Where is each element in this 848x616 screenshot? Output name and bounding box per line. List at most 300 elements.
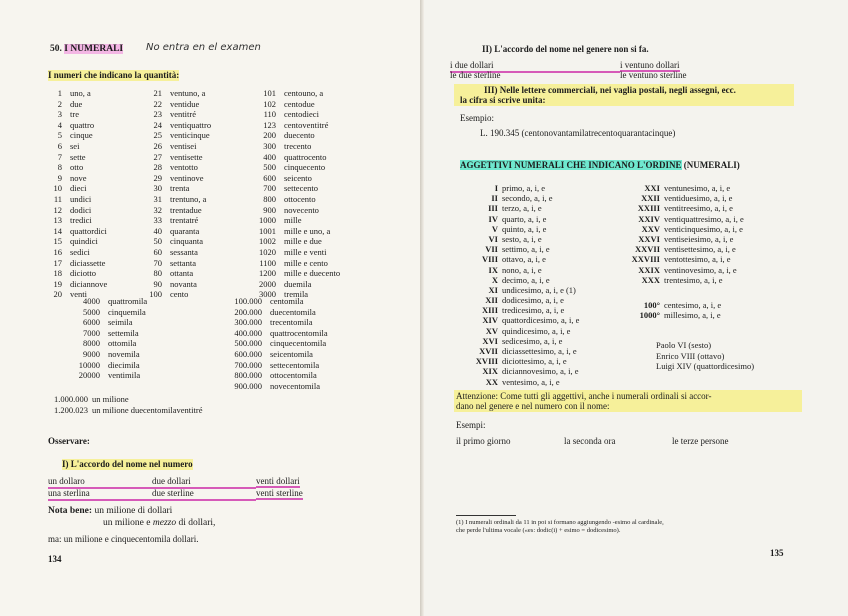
numeral-word: ventuno, a: [170, 88, 206, 98]
roman-numeral: XXI: [644, 183, 660, 193]
ordinal-row: [468, 234, 579, 244]
ordinal-word: ventiduesimo, a, i, e: [664, 193, 733, 204]
nota-line-2-post: di dollari,: [176, 518, 216, 528]
example-3: le terze persone: [672, 436, 729, 446]
numeral-word: ventitré: [170, 109, 196, 120]
roman-numeral: XII: [485, 295, 498, 306]
rule2-title: II) L'accordo del nome nel genere non si fa.: [482, 44, 649, 54]
numeral-word: cinquemila: [108, 306, 146, 317]
numeral: 7000: [83, 327, 100, 338]
number-row: [146, 194, 211, 205]
roman-numeral: XV: [485, 325, 498, 336]
quantity-subtitle: I numeri che indicano la quantità:: [48, 70, 180, 80]
numeral-word: otto: [70, 162, 84, 173]
numeral-word: diecimila: [108, 359, 140, 370]
roman-numeral: II: [491, 193, 498, 204]
roman-numeral: 1000°: [639, 310, 660, 321]
example-2: la seconda ora: [564, 436, 616, 446]
ordinal-row: [620, 310, 721, 320]
ordinal-word: tredicesimo, a, i, e: [502, 305, 565, 316]
numeral: 500: [263, 162, 276, 173]
ordinal-word: primo, a, i, e: [502, 183, 545, 193]
numeral: 16: [53, 246, 62, 257]
number-row: [72, 338, 147, 349]
example-value: L. 190.345 (centonovantamilatrecentoquarantacinque): [480, 128, 676, 138]
numeral: 24: [153, 119, 162, 130]
number-row: [72, 307, 147, 318]
numeral: 300: [263, 140, 276, 151]
ordinal-row: [468, 346, 579, 356]
numeral: 11: [53, 193, 62, 204]
footnote-rule: [456, 515, 516, 516]
numeral: 80: [153, 268, 162, 279]
numeral-word: duecentomila: [270, 306, 316, 317]
ordinal-word: ventitreesimo, a, i, e: [664, 203, 733, 214]
attention-line-2: dano nel genere e nel numero con il nome:: [456, 401, 610, 411]
ordinal-row: [468, 366, 579, 376]
roman-numeral: XIV: [482, 315, 498, 326]
roman-numeral: V: [491, 223, 498, 234]
nota-line-3: ma: un milione e cinquecentomila dollari.: [48, 534, 199, 544]
numeral-word: settanta: [170, 257, 196, 268]
roman-numeral: XVII: [479, 346, 498, 356]
ordinal-word: millesimo, a, i, e: [664, 310, 721, 321]
numeral-word: ottanta: [170, 268, 194, 279]
example-singular: un dollaro: [48, 476, 152, 489]
numeral-word: cinquecento: [284, 162, 326, 173]
numeral: 33: [153, 215, 162, 226]
numeral-word: ventisei: [170, 140, 197, 151]
observe-label: Osservare:: [48, 436, 90, 446]
rule1-title: I) L'accordo del nome nel numero: [62, 459, 193, 469]
ordinal-word: trentesimo, a, i, e: [664, 274, 723, 285]
number-row: [146, 109, 211, 120]
number-row: [146, 258, 211, 269]
nota-bene-line-1: [48, 506, 172, 517]
ordinal-word: venticinquesimo, a, i, e: [664, 223, 743, 234]
numeral: 4: [57, 119, 62, 130]
number-row: [48, 247, 107, 258]
example-label: Esempio:: [460, 113, 494, 123]
numeral-word: ottomila: [108, 338, 137, 349]
numeral-word: novanta: [170, 278, 197, 289]
footnote-line-1: (1) I numerali ordinali da 11 in poi si formano aggiungendo -esimo al cardinale,: [456, 519, 664, 526]
ordinal-word: quindicesimo, a, i, e: [502, 325, 571, 336]
numeral-word: tre: [70, 109, 79, 120]
ordinal-row: [620, 300, 721, 310]
numeral-word: cinquanta: [170, 236, 204, 247]
roman-numeral: 100°: [643, 300, 660, 310]
numeral-word: settecento: [284, 183, 318, 194]
ordinal-word: quinto, a, i, e: [502, 223, 547, 234]
numeral: 7: [57, 151, 62, 162]
ordinal-row: [468, 377, 579, 387]
numeral: 1001: [259, 225, 276, 236]
ordinal-word: ventottesimo, a, i, e: [664, 254, 731, 265]
numeral: 1.200.023: [54, 404, 88, 415]
numeral: 110: [263, 109, 276, 120]
number-row: [48, 88, 107, 99]
roman-numeral: IV: [488, 213, 498, 224]
numeral-word: ventimila: [108, 370, 141, 381]
numeral: 100: [149, 289, 162, 300]
ordinal-heading-suffix: (NUMERALI): [683, 160, 740, 170]
roman-numeral: I: [494, 183, 498, 193]
ordinal-word: ottavo, a, i, e: [502, 254, 546, 265]
numeral-word: trentatré: [170, 215, 199, 226]
ordinal-word: decimo, a, i, e: [502, 274, 550, 285]
number-row: [48, 194, 107, 205]
footnote-line-2: che perde l'ultima vocale («es: dodic(i) + esimo = dodicesimo).: [456, 527, 621, 534]
numeral: 20000: [78, 370, 100, 381]
number-row: [72, 370, 147, 381]
numeral: 27: [153, 151, 162, 162]
ordinal-row: [468, 275, 579, 285]
numeral-word: duecento: [284, 130, 315, 141]
ordinal-row: [620, 244, 744, 254]
page-number-left: 134: [48, 554, 62, 564]
numeral-word: novemila: [108, 348, 140, 359]
numeral: 400: [263, 151, 276, 162]
ordinal-name: Enrico VIII (ottavo): [656, 350, 725, 361]
attention-line-1: Attenzione: Come tutti gli aggettivi, anche i numerali ordinali si accor-: [456, 391, 712, 401]
roman-numeral: XX: [485, 376, 498, 387]
nota-line-1: un milione di dollari: [94, 506, 173, 516]
numeral-word: quattrocento: [284, 151, 327, 162]
numeral-word: mille e duecento: [284, 268, 341, 279]
ordinal-row: [468, 295, 579, 305]
numeral: 13: [53, 215, 62, 226]
number-row: [254, 279, 340, 290]
number-row: [146, 173, 211, 184]
ordinal-row: [468, 183, 579, 193]
numeral-word: sette: [70, 151, 86, 162]
ordinal-word: ventiquattresimo, a, i, e: [664, 213, 744, 224]
ordinal-heading-text: AGGETTIVI NUMERALI CHE INDICANO L'ORDINE: [460, 160, 682, 170]
number-row: [254, 88, 340, 99]
example-plural-20: venti dollari: [256, 476, 300, 486]
nota-line-2-pre: un milione e: [103, 518, 153, 528]
number-row: [254, 162, 340, 173]
number-row: [48, 226, 107, 237]
millions-list: [48, 394, 202, 415]
number-row: [146, 88, 211, 99]
numeral-word: trentuno, a: [170, 193, 207, 204]
numeral-word: ottocentomila: [270, 370, 317, 381]
numeral-word: trentadue: [170, 204, 202, 215]
thousands-col-1: [72, 296, 147, 381]
numeral-word: tredici: [70, 215, 92, 226]
numeral: 800: [263, 193, 276, 204]
numeral: 600.000: [234, 348, 262, 359]
ordinals-col-2-extra: [620, 300, 721, 320]
number-row: [48, 279, 107, 290]
numeral: 200.000: [234, 306, 262, 317]
examples-values: [456, 436, 728, 447]
number-row: [254, 236, 340, 247]
roman-numeral: X: [491, 274, 498, 285]
example-singular: una sterlina: [48, 488, 152, 501]
number-row: [48, 268, 107, 279]
numeral-word: sedici: [70, 246, 90, 257]
numeral: 400.000: [234, 327, 262, 338]
number-row: [146, 205, 211, 216]
numeral: 3: [57, 109, 62, 120]
roman-numeral: XXIX: [638, 264, 660, 275]
numeral-word: settecentomila: [270, 359, 320, 370]
numeral: 90: [153, 278, 162, 289]
number-row: [146, 289, 211, 300]
numeral: 8: [57, 162, 62, 173]
numeral: 2: [57, 98, 62, 109]
number-row: [72, 317, 147, 328]
numeral-word: un milione duecentomilaventitré: [92, 404, 203, 415]
numeral-word: quindici: [70, 236, 98, 247]
ordinal-word: diciannovesimo, a, i, e: [502, 366, 579, 377]
roman-numeral: XXX: [641, 274, 660, 285]
ordinal-word: nono, a, i, e: [502, 264, 542, 275]
example-plural-2: due dollari: [152, 476, 256, 489]
number-row: [226, 328, 328, 339]
numeral-word: quattordici: [70, 225, 107, 236]
numeral-word: seicento: [284, 172, 312, 183]
number-row: [254, 120, 340, 131]
number-row: [48, 141, 107, 152]
numeral: 20: [53, 289, 62, 300]
numeral: 600: [263, 172, 276, 183]
roman-numeral: XXIV: [638, 213, 660, 224]
ordinal-word: diciottesimo, a, i, e: [502, 356, 567, 367]
ordinals-col-2: [620, 183, 744, 285]
numeral-word: novecento: [284, 204, 319, 215]
number-row: [226, 381, 328, 392]
number-row: [48, 109, 107, 120]
number-row: [146, 120, 211, 131]
rule3-text-line-1: III) Nelle lettere commerciali, nei vaglia postali, negli assegni, ecc.: [484, 85, 736, 95]
numeral: 29: [153, 172, 162, 183]
number-row: [48, 120, 107, 131]
number-row: [254, 130, 340, 141]
number-row: [72, 360, 147, 371]
number-row: [254, 152, 340, 163]
number-row: [48, 99, 107, 110]
numeral-word: venti: [70, 289, 87, 300]
page-number-right: 135: [770, 548, 784, 558]
ordinal-word: sesto, a, i, e: [502, 233, 542, 244]
numeral: 12: [53, 204, 62, 215]
nota-line-2-italic: mezzo: [152, 518, 177, 528]
numeral-word: mille e due: [284, 236, 322, 247]
number-row: [254, 99, 340, 110]
number-row: [226, 296, 328, 307]
numeral: 1020: [259, 246, 276, 257]
roman-numeral: XXII: [641, 193, 660, 204]
ordinal-row: [468, 193, 579, 203]
numeral: 1: [57, 88, 62, 98]
roman-numeral: XVIII: [475, 356, 498, 367]
numeral-word: quaranta: [170, 225, 200, 236]
numeral: 15: [53, 236, 62, 247]
ordinal-word: quattordicesimo, a, i, e: [502, 315, 580, 326]
numeral: 3000: [259, 289, 276, 300]
numeral: 28: [153, 162, 162, 173]
ordinal-word: ventisettesimo, a, i, e: [664, 244, 736, 255]
ordinal-word: secondo, a, i, e: [502, 193, 553, 204]
number-row: [48, 173, 107, 184]
numeral: 101: [263, 88, 276, 98]
ordinal-word: terzo, a, i, e: [502, 203, 542, 214]
numeral-word: quattromila: [108, 296, 148, 306]
numeral: 1200: [259, 268, 276, 279]
ordinal-row: [620, 275, 744, 285]
numeral: 8000: [83, 338, 100, 349]
numeral-word: due: [70, 98, 83, 109]
number-row: [48, 215, 107, 226]
numeral: 5000: [83, 306, 100, 317]
number-row: [146, 162, 211, 173]
numeral: 40: [153, 225, 162, 236]
numeral-word: diciotto: [70, 268, 96, 279]
numeral: 300.000: [234, 317, 262, 328]
numeral-word: diciassette: [70, 257, 106, 268]
roman-numeral: XVI: [482, 335, 498, 346]
ordinal-names: [656, 340, 754, 372]
numeral: 1000: [259, 215, 276, 226]
numeral: 26: [153, 140, 162, 151]
roman-numeral: XI: [488, 284, 498, 295]
numeral: 17: [53, 257, 62, 268]
ordinals-col-1: [468, 183, 579, 387]
numeral-word: centouno, a: [284, 88, 324, 98]
numeral: 18: [53, 268, 62, 279]
roman-numeral: XXVIII: [631, 254, 660, 265]
numeral-word: dieci: [70, 183, 87, 194]
numeral: 5: [57, 130, 62, 141]
numeral-word: sessanta: [170, 246, 198, 257]
numeral-word: cento: [170, 289, 189, 300]
numeral-word: centomila: [270, 296, 304, 306]
number-row: [48, 130, 107, 141]
example-a: le due sterline: [450, 70, 501, 80]
ordinal-name: Paolo VI (sesto): [656, 340, 712, 350]
number-row: [48, 152, 107, 163]
ordinal-row: [468, 326, 579, 336]
ordinal-row: [620, 265, 744, 275]
ordinal-word: ventinovesimo, a, i, e: [664, 264, 737, 275]
numeral-word: venticinque: [170, 130, 210, 141]
ordinal-word: quarto, a, i, e: [502, 213, 547, 224]
number-row: [226, 370, 328, 381]
ordinal-name: Luigi XIV (quattordicesimo): [656, 361, 755, 372]
ordinal-row: [620, 254, 744, 264]
number-row: [226, 317, 328, 328]
number-row: [254, 258, 340, 269]
number-row: [72, 296, 147, 307]
example-1: il primo giorno: [456, 436, 511, 446]
numeral-word: mille: [284, 215, 302, 226]
numeral: 4000: [83, 296, 100, 306]
number-row: [226, 360, 328, 371]
number-row: [226, 338, 328, 349]
number-row: [48, 162, 107, 173]
numeral-word: sei: [70, 140, 80, 151]
ordinal-row: [468, 285, 579, 295]
examples-label: Esempi:: [456, 420, 486, 430]
ordinal-word: diciassettesimo, a, i, e: [502, 346, 577, 356]
ordinal-word: centesimo, a, i, e: [664, 300, 722, 310]
ordinal-row: [468, 254, 579, 264]
example-b: i ventuno dollari: [620, 60, 680, 70]
numeral-word: seicentomila: [270, 348, 313, 359]
numeral: 9: [57, 172, 62, 183]
numeral-word: seimila: [108, 317, 133, 328]
number-row: [146, 247, 211, 258]
numeral: 14: [53, 225, 62, 236]
numeral-word: uno, a: [70, 88, 91, 98]
ordinal-row: [620, 214, 744, 224]
numeral: 60: [153, 246, 162, 257]
thousands-col-2: [226, 296, 328, 391]
ordinal-row: [620, 183, 744, 193]
number-row: [146, 141, 211, 152]
numeral-word: trenta: [170, 183, 190, 194]
section-header: [50, 44, 123, 55]
cardinals-col-2: [146, 88, 211, 300]
numeral: 900.000: [234, 380, 262, 391]
numeral: 500.000: [234, 338, 262, 349]
number-row: [146, 130, 211, 141]
number-row: [254, 215, 340, 226]
roman-numeral: III: [488, 203, 498, 214]
number-row: [254, 226, 340, 237]
numeral: 123: [263, 119, 276, 130]
ordinal-row: [468, 356, 579, 366]
number-row: [146, 268, 211, 279]
roman-numeral: VIII: [481, 254, 498, 265]
ordinal-word: ventesimo, a, i, e: [502, 376, 560, 387]
numeral-word: quattro: [70, 119, 95, 130]
roman-numeral: XXV: [641, 223, 660, 234]
numeral: 70: [153, 257, 162, 268]
example-plural-20: venti sterline: [256, 488, 303, 498]
numeral: 2000: [259, 278, 276, 289]
numeral-word: trecento: [284, 140, 312, 151]
numeral-word: ventisette: [170, 151, 203, 162]
numeral-word: quattrocentomila: [270, 327, 328, 338]
rule1-example-row-2: [48, 488, 303, 501]
ordinal-row: [620, 203, 744, 213]
numeral-word: mille e cento: [284, 257, 328, 268]
number-row: [146, 215, 211, 226]
number-row: [48, 258, 107, 269]
numeral-word: settemila: [108, 327, 139, 338]
numeral: 25: [153, 130, 162, 141]
numeral: 102: [263, 98, 276, 109]
number-row: [146, 99, 211, 110]
ordinal-row: [468, 203, 579, 213]
number-row: [48, 183, 107, 194]
rule3-text-line-2: la cifra si scrive unita:: [460, 95, 546, 105]
number-row: [48, 236, 107, 247]
number-row: [254, 141, 340, 152]
cardinals-col-3: [254, 88, 340, 300]
numeral-word: cinque: [70, 130, 93, 141]
number-row: [48, 205, 107, 216]
number-row: [254, 109, 340, 120]
numeral: 6000: [83, 317, 100, 328]
numeral: 10: [53, 183, 62, 194]
numeral-word: tremila: [284, 289, 309, 300]
